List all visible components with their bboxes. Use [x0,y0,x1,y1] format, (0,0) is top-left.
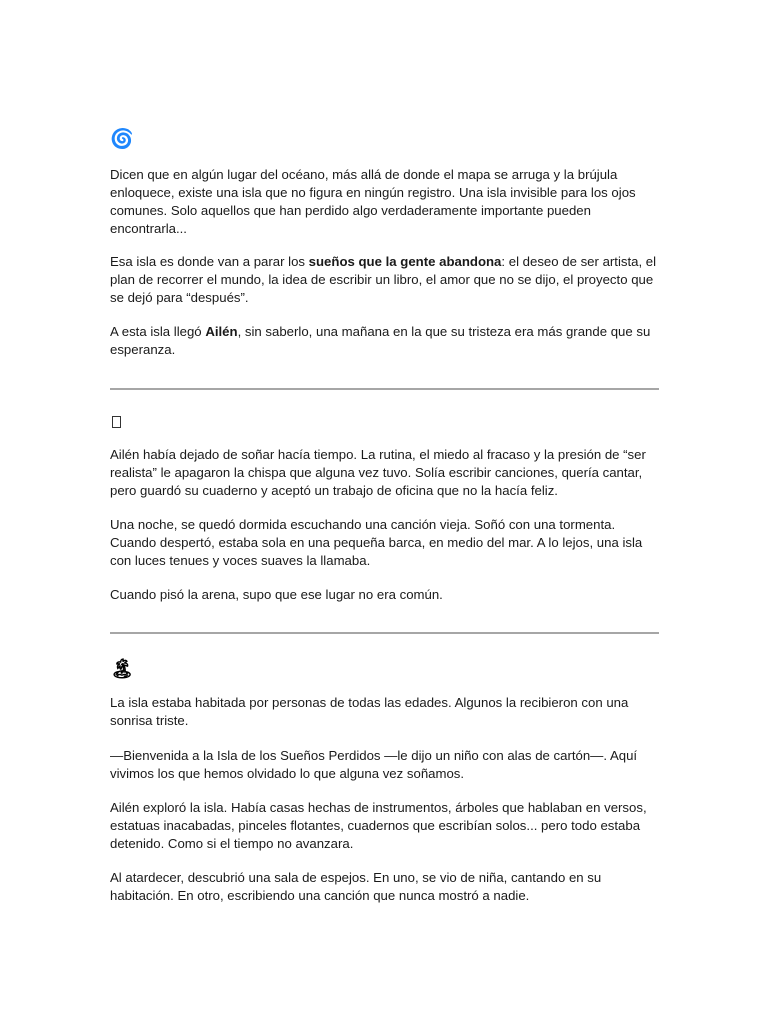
section-divider [110,632,659,634]
cyclone-icon: 🌀 [110,129,134,150]
bold-text-run: sueños que la gente abandona [308,254,502,269]
bold-text-run: Ailén [205,324,238,339]
paragraph [110,323,659,359]
paragraph [110,694,659,730]
text-run: : el deseo de ser artista, el plan de recorrer el mundo, la idea de escribir un libro, el amor que no se dijo, el proyecto que se dejó para “después”. [110,254,657,305]
paragraph [110,586,659,604]
paragraph [110,516,659,570]
paragraph [110,869,659,905]
text-run: —Bienvenida a la Isla de los Sueños Perdidos —le dijo un niño con alas de cartón—. Aquí vivimos los que hemos olvidado lo que alguna vez soñamos. [110,748,638,781]
text-run: Cuando pisó la arena, supo que ese lugar no era común. [110,587,443,602]
text-run: Una noche, se quedó dormida escuchando una canción vieja. Soñó con una tormenta. Cuando despertó, estaba sola en una pequeña barca, en medio del mar. A lo lejos, una isla con luces tenues y voces suaves la llamaba. [110,517,643,568]
text-run: Al atardecer, descubrió una sala de espejos. En uno, se vio de niña, cantando en su habitación. En otro, escribiendo una canción que nunca mostró a nadie. [110,870,602,903]
paragraph [110,446,659,500]
text-run: Ailén había dejado de soñar hacía tiempo. La rutina, el miedo al fracaso y la presión de “ser realista” le apagaron la chispa que alguna vez tuvo. Solía escribir canciones, quería cantar, pero guardó su cuaderno y aceptó un trabajo de oficina que no la hacía feliz. [110,447,646,498]
text-run: Dicen que en algún lugar del océano, más allá de donde el mapa se arruga y la brújula enloquece, existe una isla que no figura en ningún registro. Una isla invisible para los ojos comunes. Solo aquellos que han perdido algo verdaderamente importante pueden encontrarla... [110,167,636,236]
text-run: A esta isla llegó [110,324,206,339]
missing-glyph-box-icon [112,416,121,428]
paragraph [110,253,659,307]
text-run: , sin saberlo, una mañana en la que su tristeza era más grande que su esperanza. [110,324,651,357]
desert-island-icon: 🏝 [110,659,135,680]
text-run: La isla estaba habitada por personas de todas las edades. Algunos la recibieron con una sonrisa triste. [110,695,629,728]
paragraph [110,799,659,853]
paragraph [110,747,659,783]
text-run: Ailén exploró la isla. Había casas hechas de instrumentos, árboles que hablaban en versos, estatuas inacabadas, pinceles flotantes, cuadernos que escribían solos... pero todo estaba detenido. Como si el tiempo no avanzara. [110,800,647,851]
text-run: Esa isla es donde van a parar los [110,254,309,269]
section-divider [110,388,659,390]
paragraph [110,166,659,238]
